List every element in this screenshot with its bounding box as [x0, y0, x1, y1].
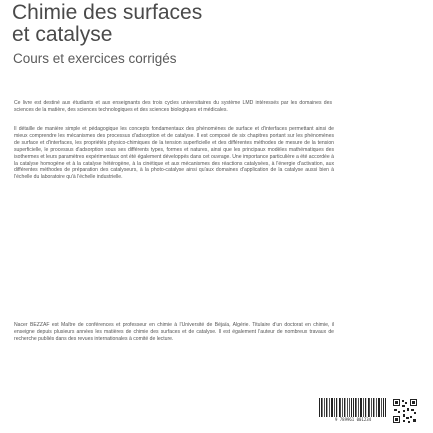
barcode-area	[318, 398, 418, 424]
book-title-line-1: Chimie des surfaces	[12, 1, 203, 24]
barcode-number: 9 789961 001234	[318, 417, 388, 422]
qr-code-icon	[392, 398, 418, 424]
book-subtitle: Cours et exercices corrigés	[13, 51, 177, 66]
book-title	[12, 2, 312, 46]
book-title-line-2: et catalyse	[12, 23, 113, 46]
description-paragraph: Il détaille de manière simple et pédagogique les concepts fondamentaux des phénomènes de surface et d'interfaces permettant ainsi de mieux comprendre les mécanismes des processus d'adsorption et de catalyse. Il est composé de six chapitres portant sur les phénomènes de surface et d'interfaces, les propriétés physico-chimiques de la tension superficielle et des différentes méthodes de mesure de la tension superficielle, le processus d'adsorption sous ses différents types, formes et natures, ainsi que les principaux modèles mathématiques des isothermes et leurs paramètres expérimentaux ont été également développés dans cet ouvrage. Une importance particulière a été accordée à la catalyse homogène et à la catalyse hétérogène, à la cinétique et aux mécanismes des réactions catalysées, à l'énergie d'activation, aux différentes méthodes de préparation des catalyseurs, à la photo-catalyse ainsi qu'aux domaines d'application de la catalyse aussi bien à l'échelle du laboratoire qu'à l'échelle industrielle.	[14, 126, 334, 181]
intro-paragraph: Ce livre est destiné aux étudiants et aux enseignants des trois cycles universitaires du système LMD intéressés par les domaines des sciences de la matière, des sciences technologiques et des sciences biologiques et médicales.	[14, 100, 332, 113]
author-paragraph: Nacer BEZZAF est Maître de conférences et professeur en chimie à l'Université de Béjaïa, Algérie. Titulaire d'un doctorat en chimie, il enseigne depuis plusieurs années les matières de chimie des surfaces et de catalyse. Il est également l'auteur de nombreux travaux de recherche publiés dans des revues internationales à comité de lecture.	[14, 322, 334, 342]
